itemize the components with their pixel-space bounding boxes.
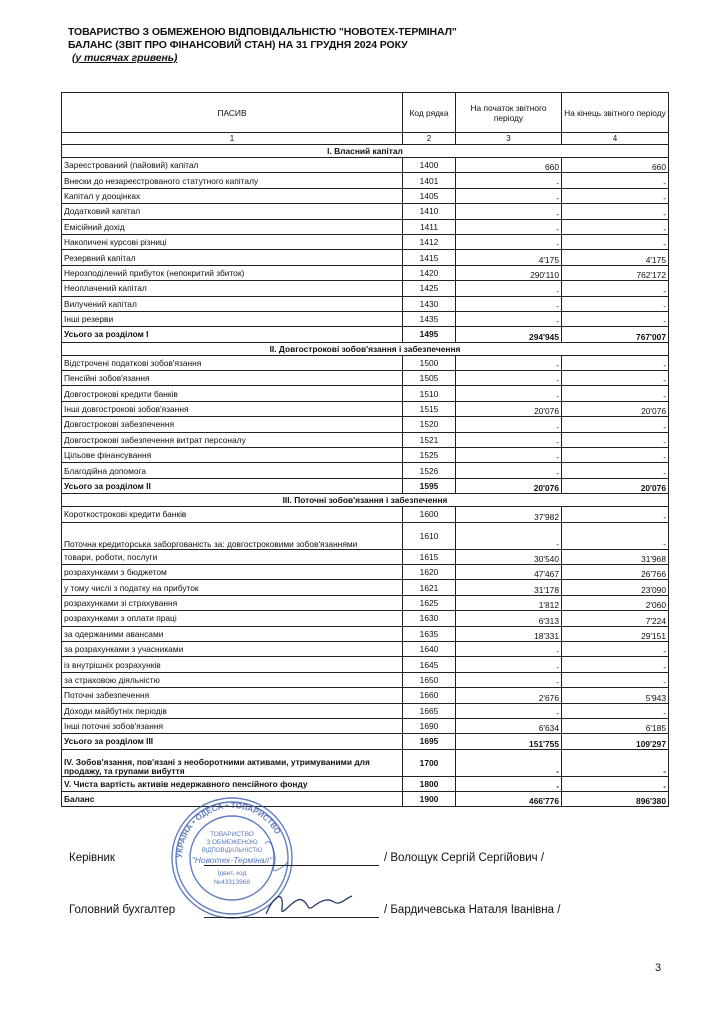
row-code: 1640 xyxy=(403,641,456,656)
row-end-value: - xyxy=(562,234,669,249)
unit-note: (у тисячах гривень) xyxy=(72,52,178,64)
row-start-value: - xyxy=(456,463,562,478)
table-row xyxy=(62,564,669,579)
row-code: 1635 xyxy=(403,626,456,641)
row-end-value: 2'060 xyxy=(562,595,669,610)
row-label: із внутрішніх розрахунків xyxy=(62,657,403,672)
table-row xyxy=(62,204,669,219)
row-label: Доходи майбутніх періодів xyxy=(62,703,403,718)
row-code: 1515 xyxy=(403,401,456,416)
column-header-start: На початок звітного періоду xyxy=(456,93,562,133)
column-numbers-row xyxy=(62,133,669,145)
row-code: 1690 xyxy=(403,718,456,733)
row-code: 1610 xyxy=(403,522,456,549)
row-start-value: 660 xyxy=(456,158,562,173)
row-label: Емісійний дохід xyxy=(62,219,403,234)
table-row xyxy=(62,549,669,564)
row-code: 1900 xyxy=(403,792,456,807)
row-label: розрахунками з оплати праці xyxy=(62,611,403,626)
row-label: Додатковий капітал xyxy=(62,204,403,219)
stamp-ring-text: УКРАЇНА • ОДЕСА • ТОВАРИСТВО xyxy=(174,800,283,859)
section-title: II. Довгострокові зобов'язання і забезпечення xyxy=(62,342,669,355)
row-start-value: - xyxy=(456,657,562,672)
table-row xyxy=(62,463,669,478)
section-header-row xyxy=(62,145,669,158)
row-code: 1435 xyxy=(403,311,456,326)
row-label: Інші поточні зобов'язання xyxy=(62,718,403,733)
total-row xyxy=(62,478,669,493)
row-end-value: - xyxy=(562,507,669,522)
row-label: Інші резерви xyxy=(62,311,403,326)
row-start-value: 31'178 xyxy=(456,580,562,595)
row-start-value: - xyxy=(456,173,562,188)
table-row xyxy=(62,158,669,173)
row-code: 1700 xyxy=(403,749,456,776)
row-start-value: - xyxy=(456,219,562,234)
row-label: Цільове фінансування xyxy=(62,448,403,463)
row-code: 1595 xyxy=(403,478,456,493)
row-end-value: 896'380 xyxy=(562,792,669,807)
table-row xyxy=(62,718,669,733)
row-end-value: 7'224 xyxy=(562,611,669,626)
row-end-value: - xyxy=(562,173,669,188)
section-header-row xyxy=(62,342,669,355)
table-row xyxy=(62,219,669,234)
row-code: 1600 xyxy=(403,507,456,522)
row-end-value: 660 xyxy=(562,158,669,173)
row-start-value: - xyxy=(456,672,562,687)
balance-table xyxy=(61,92,669,807)
row-end-value: 20'076 xyxy=(562,478,669,493)
table-row xyxy=(62,173,669,188)
row-start-value: 466'776 xyxy=(456,792,562,807)
table-row xyxy=(62,595,669,610)
table-row xyxy=(62,386,669,401)
row-end-value: - xyxy=(562,657,669,672)
row-code: 1415 xyxy=(403,250,456,265)
document-header xyxy=(68,26,457,65)
stamp-line: "Новотех-Термінал" xyxy=(191,855,273,865)
director-label: Керівник xyxy=(69,852,115,864)
row-label: Довгострокові забезпечення xyxy=(62,417,403,432)
row-code: 1695 xyxy=(403,734,456,749)
stamp-line: ТОВАРИСТВО xyxy=(210,831,254,838)
row-code: 1411 xyxy=(403,219,456,234)
section-title: I. Власний капітал xyxy=(62,145,669,158)
row-label: Усього за розділом III xyxy=(62,734,403,749)
row-label: Внески до незареєстрованого статутного капіталу xyxy=(62,173,403,188)
column-number: 3 xyxy=(456,133,562,145)
row-start-value: - xyxy=(456,371,562,386)
table-header-row xyxy=(62,93,669,133)
row-label: за одержаними авансами xyxy=(62,626,403,641)
company-name: ТОВАРИСТВО З ОБМЕЖЕНОЮ ВІДПОВІДАЛЬНІСТЮ "НОВОТЕХ-ТЕРМІНАЛ" xyxy=(68,26,457,38)
row-start-value: 294'945 xyxy=(456,327,562,342)
row-label: Усього за розділом I xyxy=(62,327,403,342)
row-start-value: - xyxy=(456,641,562,656)
row-label: Благодійна допомога xyxy=(62,463,403,478)
row-start-value: - xyxy=(456,311,562,326)
row-end-value: 29'151 xyxy=(562,626,669,641)
row-end-value: - xyxy=(562,296,669,311)
row-code: 1410 xyxy=(403,204,456,219)
row-label: Довгострокові забезпечення витрат персоналу xyxy=(62,432,403,447)
row-label: товари, роботи, послуги xyxy=(62,549,403,564)
row-code: 1645 xyxy=(403,657,456,672)
column-number: 1 xyxy=(62,133,403,145)
handwritten-signature xyxy=(262,886,354,922)
row-end-value: 109'297 xyxy=(562,734,669,749)
table-row xyxy=(62,371,669,386)
row-start-value: 290'110 xyxy=(456,265,562,280)
page-number: 3 xyxy=(655,962,662,974)
row-label: Поточні забезпечення xyxy=(62,688,403,703)
row-start-value: - xyxy=(456,234,562,249)
table-row xyxy=(62,250,669,265)
row-label: Нерозподілений прибуток (непокритий збиток) xyxy=(62,265,403,280)
row-end-value: - xyxy=(562,417,669,432)
row-start-value: 2'676 xyxy=(456,688,562,703)
row-start-value: - xyxy=(456,281,562,296)
row-code: 1495 xyxy=(403,327,456,342)
row-label: Баланс xyxy=(62,792,403,807)
row-label: Поточна кредиторська заборгованість за: довгостроковими зобов'язаннями xyxy=(62,522,403,549)
row-start-value: 30'540 xyxy=(456,549,562,564)
table-row xyxy=(62,672,669,687)
row-start-value: 20'076 xyxy=(456,401,562,416)
row-start-value: 4'175 xyxy=(456,250,562,265)
row-code: 1500 xyxy=(403,355,456,370)
row-end-value: - xyxy=(562,776,669,791)
column-header-code: Код рядка xyxy=(403,93,456,133)
total-row xyxy=(62,749,669,776)
row-end-value: - xyxy=(562,204,669,219)
row-label: IV. Зобов'язання, пов'язані з необоротними активами, утримуваними для продажу, та групами вибуття xyxy=(62,749,403,776)
row-label: за страховою діяльністю xyxy=(62,672,403,687)
row-code: 1400 xyxy=(403,158,456,173)
director-signature-line xyxy=(204,865,379,866)
row-end-value: - xyxy=(562,522,669,549)
row-start-value: - xyxy=(456,448,562,463)
row-end-value: - xyxy=(562,188,669,203)
row-start-value: 6'634 xyxy=(456,718,562,733)
row-end-value: - xyxy=(562,311,669,326)
row-label: Короткострокові кредити банків xyxy=(62,507,403,522)
row-start-value: 151'755 xyxy=(456,734,562,749)
row-code: 1521 xyxy=(403,432,456,447)
chief-accountant-label: Головний бухгалтер xyxy=(69,904,176,916)
row-start-value: 6'313 xyxy=(456,611,562,626)
row-code: 1520 xyxy=(403,417,456,432)
row-code: 1630 xyxy=(403,611,456,626)
row-code: 1650 xyxy=(403,672,456,687)
row-code: 1620 xyxy=(403,564,456,579)
row-end-value: 762'172 xyxy=(562,265,669,280)
column-header-end: На кінець звітного періоду xyxy=(562,93,669,133)
table-row xyxy=(62,281,669,296)
row-end-value: 20'076 xyxy=(562,401,669,416)
row-start-value: - xyxy=(456,749,562,776)
total-row xyxy=(62,327,669,342)
total-row xyxy=(62,734,669,749)
table-row xyxy=(62,641,669,656)
row-start-value: - xyxy=(456,432,562,447)
row-start-value: - xyxy=(456,204,562,219)
row-code: 1665 xyxy=(403,703,456,718)
total-row xyxy=(62,776,669,791)
table-row xyxy=(62,448,669,463)
column-number: 2 xyxy=(403,133,456,145)
table-row xyxy=(62,401,669,416)
row-code: 1625 xyxy=(403,595,456,610)
row-start-value: - xyxy=(456,355,562,370)
column-header-liabilities: ПАСИВ xyxy=(62,93,403,133)
row-end-value: - xyxy=(562,463,669,478)
row-end-value: 4'175 xyxy=(562,250,669,265)
row-code: 1525 xyxy=(403,448,456,463)
director-name: / Волощук Сергій Сергійович / xyxy=(384,852,545,864)
table-row xyxy=(62,311,669,326)
row-end-value: - xyxy=(562,432,669,447)
row-label: Неоплачений капітал xyxy=(62,281,403,296)
row-end-value: - xyxy=(562,448,669,463)
table-row xyxy=(62,507,669,522)
report-title: БАЛАНС (ЗВІТ ПРО ФІНАНСОВИЙ СТАН) НА 31 ГРУДНЯ 2024 РОКУ xyxy=(68,39,408,51)
table-row xyxy=(62,188,669,203)
row-label: Вилучений капітал xyxy=(62,296,403,311)
row-start-value: - xyxy=(456,522,562,549)
row-code: 1621 xyxy=(403,580,456,595)
row-label: Накопичені курсові різниці xyxy=(62,234,403,249)
row-start-value: - xyxy=(456,296,562,311)
row-end-value: - xyxy=(562,703,669,718)
row-label: Інші довгострокові зобов'язання xyxy=(62,401,403,416)
row-label: розрахунками зі страхування xyxy=(62,595,403,610)
row-end-value: 5'943 xyxy=(562,688,669,703)
row-end-value: - xyxy=(562,281,669,296)
chief-accountant-name: / Бардичевська Наталя Іванівна / xyxy=(384,904,561,916)
row-end-value: - xyxy=(562,371,669,386)
row-label: Зареєстрований (пайовий) капітал xyxy=(62,158,403,173)
table-row xyxy=(62,432,669,447)
row-code: 1405 xyxy=(403,188,456,203)
section-title: III. Поточні зобов'язання і забезпечення xyxy=(62,494,669,507)
table-row xyxy=(62,234,669,249)
row-label: Капітал у дооцінках xyxy=(62,188,403,203)
row-code: 1510 xyxy=(403,386,456,401)
row-start-value: - xyxy=(456,703,562,718)
row-start-value: 37'982 xyxy=(456,507,562,522)
row-start-value: 18'331 xyxy=(456,626,562,641)
row-start-value: - xyxy=(456,417,562,432)
row-code: 1505 xyxy=(403,371,456,386)
row-label: V. Чиста вартість активів недержавного пенсійного фонду xyxy=(62,776,403,791)
table-row xyxy=(62,417,669,432)
row-end-value: - xyxy=(562,219,669,234)
table-row xyxy=(62,355,669,370)
table-row xyxy=(62,688,669,703)
row-end-value: 23'090 xyxy=(562,580,669,595)
row-start-value: 47'467 xyxy=(456,564,562,579)
stamp-line: З ОБМЕЖЕНОЮ xyxy=(206,839,258,846)
row-end-value: - xyxy=(562,355,669,370)
row-code: 1526 xyxy=(403,463,456,478)
row-code: 1800 xyxy=(403,776,456,791)
row-label: Пенсійні зобов'язання xyxy=(62,371,403,386)
table-row xyxy=(62,296,669,311)
row-end-value: - xyxy=(562,386,669,401)
row-end-value: - xyxy=(562,672,669,687)
stamp-line: Ідент. код xyxy=(217,870,247,877)
row-end-value: 26'766 xyxy=(562,564,669,579)
stamp-line: ВІДПОВІДАЛЬНІСТЮ xyxy=(201,848,263,854)
stamp-line: №43313968 xyxy=(214,879,250,886)
row-label: Відстрочені податкові зобов'язання xyxy=(62,355,403,370)
row-start-value: - xyxy=(456,188,562,203)
section-header-row xyxy=(62,494,669,507)
row-start-value: 1'812 xyxy=(456,595,562,610)
row-end-value: 767'007 xyxy=(562,327,669,342)
row-code: 1430 xyxy=(403,296,456,311)
row-start-value: - xyxy=(456,776,562,791)
table-row xyxy=(62,611,669,626)
table-row xyxy=(62,265,669,280)
row-start-value: 20'076 xyxy=(456,478,562,493)
row-code: 1615 xyxy=(403,549,456,564)
row-end-value: - xyxy=(562,749,669,776)
table-row xyxy=(62,580,669,595)
total-row xyxy=(62,792,669,807)
row-label: Усього за розділом II xyxy=(62,478,403,493)
row-label: у тому числі з податку на прибуток xyxy=(62,580,403,595)
row-end-value: - xyxy=(562,641,669,656)
row-code: 1401 xyxy=(403,173,456,188)
column-number: 4 xyxy=(562,133,669,145)
row-end-value: 31'968 xyxy=(562,549,669,564)
row-label: за розрахунками з учасниками xyxy=(62,641,403,656)
row-label: Довгострокові кредити банків xyxy=(62,386,403,401)
row-code: 1412 xyxy=(403,234,456,249)
table-row xyxy=(62,522,669,549)
row-end-value: 6'185 xyxy=(562,718,669,733)
row-label: розрахунками з бюджетом xyxy=(62,564,403,579)
row-label: Резервний капітал xyxy=(62,250,403,265)
table-row xyxy=(62,703,669,718)
row-start-value: - xyxy=(456,386,562,401)
table-row xyxy=(62,657,669,672)
table-row xyxy=(62,626,669,641)
row-code: 1660 xyxy=(403,688,456,703)
row-code: 1425 xyxy=(403,281,456,296)
row-code: 1420 xyxy=(403,265,456,280)
